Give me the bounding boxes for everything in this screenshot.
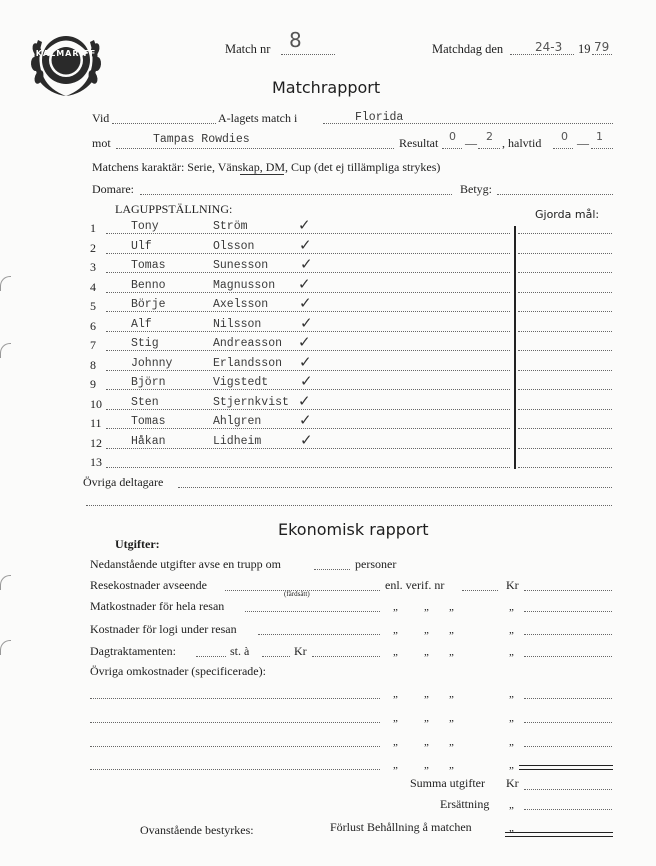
player-first-name: Tomas: [131, 415, 166, 428]
vid-line: [112, 123, 216, 124]
goals-column-divider: [514, 226, 516, 469]
kalmar-ff-logo: [28, 20, 104, 98]
ovriga-omk-label: Övriga omkostnader (specificerade):: [90, 664, 266, 678]
summa-kr-label: Kr: [506, 776, 519, 790]
attendance-check-icon: ✓: [299, 411, 312, 429]
mot-label: mot: [92, 136, 111, 150]
rese-amount-line: [524, 590, 612, 591]
verif-line: [462, 590, 498, 591]
player-number: 8: [90, 357, 96, 372]
ditto-mark: „: [424, 688, 429, 700]
lineup-heading: LAGUPPSTÄLLNING:: [115, 202, 233, 216]
player-last-name: Stjernkvist: [213, 395, 289, 409]
dagtrakt-rate-line: [262, 656, 290, 657]
ditto-mark: „: [393, 624, 398, 636]
match-type-label: A-lagets match i: [218, 111, 298, 125]
opponent-line: [116, 148, 394, 149]
player-last-name: Magnusson: [213, 278, 276, 292]
utgifter-label: Utgifter:: [115, 537, 160, 551]
ditto-mark: „: [449, 736, 454, 748]
dagtrakt-count-line: [196, 656, 226, 657]
ditto-mark: „: [393, 688, 398, 700]
ovriga-line-2: [86, 505, 612, 506]
logi-label: Kostnader för logi under resan: [90, 622, 237, 636]
vanskap-underline: [240, 174, 284, 175]
halftime-away-line: [591, 148, 613, 149]
amount-line: [524, 746, 612, 747]
player-last-name: Vigstedt: [213, 376, 269, 389]
dagtrakt-kr-label: Kr: [294, 644, 307, 658]
halftime-dash: —: [577, 136, 589, 150]
punch-mark: [0, 575, 11, 590]
personer-label: personer: [355, 557, 397, 571]
player-first-name: Sten: [131, 395, 159, 409]
goals-line: [518, 292, 612, 293]
ovriga-omk-line: [90, 746, 380, 747]
player-last-name: Olsson: [213, 239, 255, 253]
player-first-name: Benno: [131, 278, 166, 292]
ditto-mark: „: [393, 712, 398, 724]
player-first-name: Håkan: [131, 434, 166, 448]
attendance-check-icon: ✓: [298, 274, 311, 293]
halftime-away: 1: [596, 130, 603, 143]
rese-kr-label: Kr: [506, 578, 519, 592]
ditto-mark: „: [509, 688, 514, 700]
punch-mark: [0, 640, 11, 655]
ditto-mark: „: [424, 712, 429, 724]
goals-line: [518, 350, 612, 351]
vid-label: Vid: [92, 111, 110, 125]
mat-label: Matkostnader för hela resan: [90, 599, 225, 613]
result-away-line: [478, 148, 500, 149]
player-number: 7: [90, 338, 96, 352]
ditto-mark: „: [509, 736, 514, 748]
match-nr-value: 8: [289, 28, 302, 52]
ditto-mark: „: [424, 759, 429, 771]
ditto-mark: „: [424, 624, 429, 636]
year-suffix: 79: [594, 40, 610, 54]
amount-line: [524, 698, 612, 699]
mat-label-line: [245, 611, 380, 612]
player-last-name: Lidheim: [213, 434, 262, 448]
attendance-check-icon: ✓: [298, 333, 311, 351]
logo-text: KALMAR FF: [35, 49, 97, 58]
domare-label: Domare:: [92, 182, 134, 196]
player-last-name: Nilsson: [213, 317, 262, 331]
amount-line: [524, 611, 612, 612]
result-home-line: [442, 148, 462, 149]
forlust-label: Förlust Behållning å matchen: [330, 820, 472, 834]
goals-line: [518, 428, 612, 429]
goals-heading: Gjorda mål:: [535, 208, 600, 221]
nedan-label: Nedanstående utgifter avse en trupp om: [90, 557, 281, 571]
ersattning-line: [524, 809, 612, 810]
st-a-label: st. à: [230, 644, 250, 658]
attendance-check-icon: ✓: [300, 313, 313, 332]
attendance-check-icon: ✓: [298, 391, 311, 410]
ovriga-deltagare-label: Övriga deltagare: [83, 475, 164, 489]
attendance-check-icon: ✓: [300, 255, 313, 273]
halftime-home: 0: [561, 130, 568, 143]
forlust-ditto: „: [509, 822, 514, 834]
goals-line: [518, 448, 612, 449]
player-first-name: Alf: [131, 317, 152, 331]
player-number: 5: [90, 299, 96, 313]
ersattning-ditto: „: [509, 799, 514, 811]
player-line: [106, 467, 510, 468]
ditto-mark: „: [424, 736, 429, 748]
player-first-name: Johnny: [131, 356, 173, 370]
year-prefix: 19: [578, 42, 591, 56]
ditto-mark: „: [509, 712, 514, 724]
result-home: 0: [449, 130, 456, 143]
goals-line: [518, 331, 612, 332]
ovriga-omk-line: [90, 769, 380, 770]
halvtid-label: , halvtid: [502, 136, 542, 150]
player-first-name: Björn: [131, 376, 166, 389]
ditto-mark: „: [393, 601, 398, 613]
goals-line: [518, 389, 612, 390]
page-title: Matchrapport: [272, 78, 381, 97]
match-nr-label: Match nr: [225, 42, 271, 56]
goals-line: [518, 370, 612, 371]
player-first-name: Ulf: [131, 239, 152, 253]
matchdag-line: [510, 54, 574, 55]
result-away: 2: [486, 130, 493, 143]
result-dash: —: [465, 136, 477, 150]
ditto-mark: „: [449, 688, 454, 700]
location-value: Florida: [355, 111, 404, 124]
match-nr-line: [281, 54, 335, 55]
year-line: [592, 54, 612, 55]
ditto-mark: „: [424, 601, 429, 613]
punch-mark: [0, 276, 11, 291]
attendance-check-icon: ✓: [298, 216, 311, 234]
player-last-name: Ström: [213, 220, 248, 233]
player-number: 9: [90, 377, 96, 391]
punch-mark: [0, 343, 11, 358]
ersattning-label: Ersättning: [440, 797, 490, 811]
player-number: 4: [90, 279, 96, 294]
player-last-name: Andreasson: [213, 337, 283, 350]
player-first-name: Börje: [131, 298, 166, 311]
resultat-label: Resultat: [399, 136, 439, 150]
ditto-mark: „: [509, 624, 514, 636]
attendance-check-icon: ✓: [299, 352, 312, 371]
ovriga-omk-line: [90, 722, 380, 723]
player-number: 13: [90, 455, 102, 469]
karaktar-label: Matchens karaktär: Serie, Vänskap, DM, Cup (det ej tillämpliga strykes): [92, 160, 441, 174]
logi-label-line: [258, 634, 380, 635]
summa-double-rule: [519, 765, 613, 770]
ditto-mark: „: [449, 601, 454, 613]
ditto-mark: „: [393, 736, 398, 748]
attendance-check-icon: ✓: [299, 235, 312, 254]
player-first-name: Tomas: [131, 259, 166, 272]
player-last-name: Axelsson: [213, 298, 269, 311]
betyg-line: [497, 194, 613, 195]
player-number: 1: [90, 221, 96, 235]
amount-line: [524, 656, 612, 657]
summa-line: [524, 789, 612, 790]
player-number: 12: [90, 435, 102, 450]
player-last-name: Erlandsson: [213, 356, 283, 370]
ditto-mark: „: [449, 712, 454, 724]
ditto-mark: „: [424, 646, 429, 658]
player-last-name: Sunesson: [213, 259, 269, 272]
player-number: 3: [90, 260, 96, 274]
goals-line: [518, 253, 612, 254]
player-first-name: Tony: [131, 220, 159, 233]
attendance-check-icon: ✓: [300, 372, 313, 390]
goals-line: [518, 233, 612, 234]
player-first-name: Stig: [131, 337, 159, 350]
attendance-check-icon: ✓: [299, 294, 312, 312]
goals-line: [518, 467, 612, 468]
economy-title: Ekonomisk rapport: [278, 520, 429, 539]
amount-line: [524, 722, 612, 723]
opponent-value: Tampas Rowdies: [153, 133, 250, 146]
trupp-line: [314, 569, 350, 570]
summa-label: Summa utgifter: [410, 776, 485, 790]
ditto-mark: „: [393, 759, 398, 771]
amount-line: [524, 634, 612, 635]
goals-line: [518, 272, 612, 273]
goals-line: [518, 311, 612, 312]
halftime-home-line: [553, 148, 573, 149]
enl-verif-label: enl. verif. nr: [385, 578, 445, 592]
ditto-mark: „: [509, 601, 514, 613]
player-number: 11: [90, 416, 102, 430]
betyg-label: Betyg:: [460, 182, 492, 196]
dagtrakt-label: Dagtraktamenten:: [90, 644, 176, 658]
player-number: 2: [90, 240, 96, 255]
ditto-mark: „: [393, 646, 398, 658]
player-number: 6: [90, 318, 96, 333]
attendance-check-icon: ✓: [300, 430, 313, 449]
matchdag-date: 24-3: [535, 40, 563, 54]
rese-label: Resekostnader avseende: [90, 578, 207, 592]
ovriga-line-1: [178, 487, 612, 488]
player-last-name: Ahlgren: [213, 415, 262, 428]
matchdag-label: Matchdag den: [432, 42, 504, 56]
ovriga-omk-line: [90, 698, 380, 699]
dagtrakt-kr-line: [312, 656, 380, 657]
player-number: 10: [90, 396, 102, 411]
ditto-mark: „: [509, 646, 514, 658]
forlust-double-rule: [505, 832, 613, 837]
ditto-mark: „: [449, 759, 454, 771]
ditto-mark: „: [509, 759, 514, 771]
bestyrkes-label: Ovanstående bestyrkes:: [140, 823, 254, 837]
goals-line: [518, 409, 612, 410]
fardsatt-label: (färdsätt): [284, 590, 310, 598]
ditto-mark: „: [449, 646, 454, 658]
domare-line: [140, 194, 452, 195]
ditto-mark: „: [449, 624, 454, 636]
